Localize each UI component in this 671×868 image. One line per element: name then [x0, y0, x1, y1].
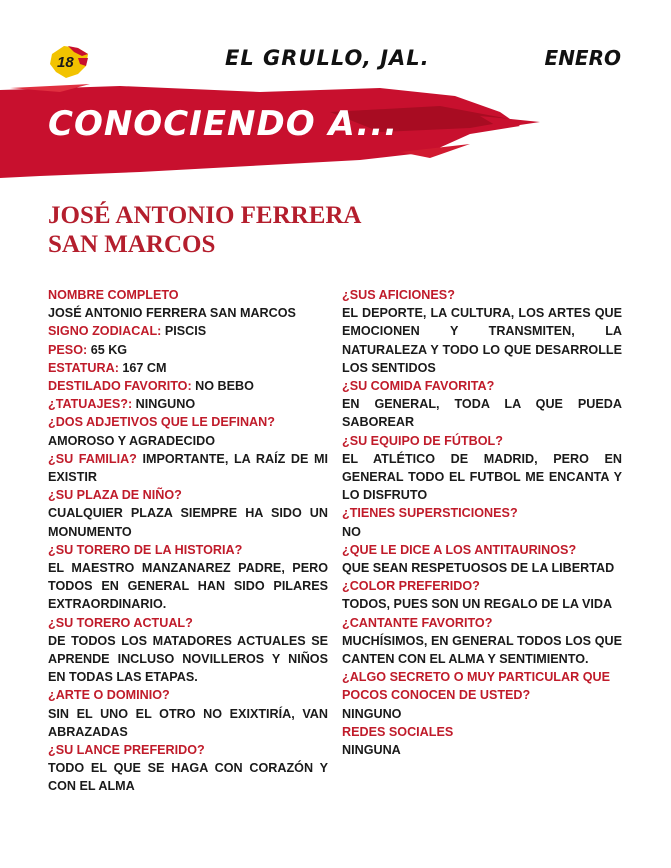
field-label: DESTILADO FAVORITO:: [48, 379, 192, 394]
answer-text: EN GENERAL, TODA LA QUE PUEDA SABOREAR: [342, 397, 622, 430]
question-label: ¿SU EQUIPO DE FÚTBOL?: [342, 433, 503, 448]
field-value: NINGUNO: [132, 397, 196, 412]
question-label: ¿ARTE O DOMINIO?: [48, 688, 170, 703]
answer-text: EL MAESTRO MANZANAREZ PADRE, PERO TODOS EN GENERAL HAN SIDO PILARES EXTRAORDINARIO.: [48, 561, 328, 612]
answer-text: EL DEPORTE, LA CULTURA, LOS ARTES QUE EMOCIONEN Y TRANSMITEN, LA NATURALEZA Y TODO LO QUE DESARROLLE LOS SENTIDOS: [342, 306, 622, 375]
header-month: ENERO: [544, 46, 621, 70]
question-label: ¿SU LANCE PREFERIDO?: [48, 743, 205, 758]
answer-text: TODO EL QUE SE HAGA CON CORAZÓN Y CON EL ALMA: [48, 761, 328, 794]
answer-text: EL ATLÉTICO DE MADRID, PERO EN GENERAL TODO EL FUTBOL ME ENCANTA Y LO DISFRUTO: [342, 451, 622, 503]
question-label: ¿SUS AFICIONES?: [342, 288, 455, 302]
field-label: ¿SU FAMILIA?: [48, 451, 137, 466]
answer-text: DE TODOS LOS MATADORES ACTUALES SE APRENDE INCLUSO NOVILLEROS Y NIÑOS EN TODAS LAS ETAPAS.: [48, 633, 328, 685]
question-label: ¿SU PLAZA DE NIÑO?: [48, 488, 182, 503]
answer-text: NINGUNA: [342, 743, 401, 758]
right-column: [342, 286, 622, 759]
answer-text: CUALQUIER PLAZA SIEMPRE HA SIDO UN MONUMENTO: [48, 506, 328, 539]
profile-name-line2: SAN MARCOS: [48, 231, 216, 258]
header-town: EL GRULLO, JAL.: [225, 46, 430, 70]
answer-text: JOSÉ ANTONIO FERRERA SAN MARCOS: [48, 306, 296, 321]
answer-text: NINGUNO: [342, 706, 402, 721]
field-value: PISCIS: [161, 324, 207, 339]
answer-text: TODOS, PUES SON UN REGALO DE LA VIDA: [342, 597, 613, 612]
inline-field-signo: [48, 322, 328, 340]
profile-name: [48, 201, 528, 259]
answer-text: SIN EL UNO EL OTRO NO EXIXTIRÍA, VAN ABRAZADAS: [48, 706, 328, 739]
answer-text: AMOROSO Y AGRADECIDO: [48, 433, 216, 448]
field-label: ¿TATUAJES?:: [48, 397, 133, 412]
question-label: ¿TIENES SUPERSTICIONES?: [342, 506, 518, 521]
answer-text: NO: [342, 524, 361, 539]
banner-title: CONOCIENDO A...: [48, 104, 399, 144]
inline-field-familia: [48, 450, 328, 486]
field-value: 65 KG: [87, 342, 128, 357]
question-label: REDES SOCIALES: [342, 724, 454, 739]
question-label: ¿DOS ADJETIVOS QUE LE DEFINAN?: [48, 415, 275, 430]
answer-text: QUE SEAN RESPETUOSOS DE LA LIBERTAD: [342, 561, 615, 576]
profile-name-line1: JOSÉ ANTONIO FERRERA: [48, 202, 362, 229]
question-label: ¿SU COMIDA FAVORITA?: [342, 379, 495, 394]
question-label: ¿QUE LE DICE A LOS ANTITAURINOS?: [342, 542, 577, 557]
question-label: ¿SU TORERO DE LA HISTORIA?: [48, 542, 243, 557]
inline-field-estatura: [48, 359, 328, 377]
field-label: ESTATURA:: [48, 360, 119, 375]
field-label: SIGNO ZODIACAL:: [48, 324, 162, 339]
question-label: ¿ALGO SECRETO O MUY PARTICULAR QUE POCOS CONOCEN DE USTED?: [342, 670, 610, 703]
inline-field-destilado: [48, 377, 328, 395]
inline-field-peso: [48, 341, 328, 359]
question-label: ¿COLOR PREFERIDO?: [342, 579, 480, 594]
field-value: IMPORTANTE, LA RAÍZ DE MI EXISTIR: [48, 451, 328, 485]
left-column: [48, 286, 328, 796]
field-label: PESO:: [48, 342, 88, 357]
field-value: NO BEBO: [191, 379, 254, 394]
field-value: 167 CM: [118, 360, 167, 375]
page-number: 18: [57, 54, 74, 71]
inline-field-tatuajes: [48, 395, 328, 413]
question-label: ¿CANTANTE FAVORITO?: [342, 615, 493, 630]
answer-text: MUCHÍSIMOS, EN GENERAL TODOS LOS QUE CANTEN CON EL ALMA Y SENTIMIENTO.: [342, 633, 622, 667]
question-label: ¿SU TORERO ACTUAL?: [48, 615, 193, 630]
question-label: NOMBRE COMPLETO: [48, 288, 179, 302]
